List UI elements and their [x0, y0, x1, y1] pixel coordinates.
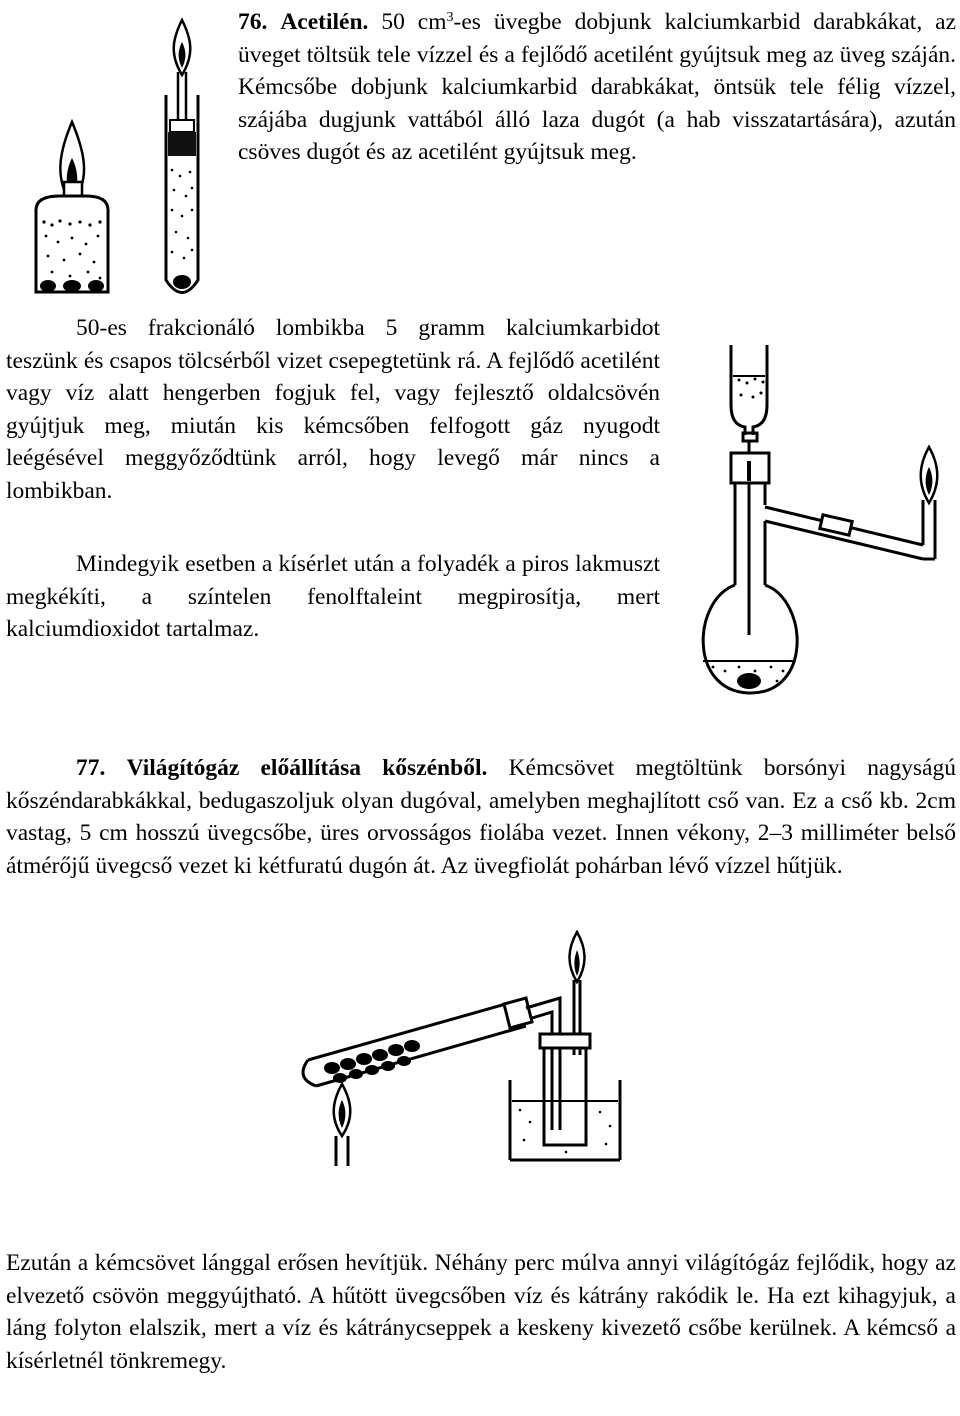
flask-with-funnel-figure	[683, 335, 960, 700]
section-76-paragraph-1: 76. Acetilén. 50 $cm^3-es$ üvegbe dobjunk kalciumkarbid darabkákat, az üveget töltsük tele vízzel és a fejlődő acetilént gyújtsuk meg az üveg száján. Kémcsőbe dobjunk kalciumkarbid darabkákat, öntsük tele félig vízzel, szájába dugjunk vattából álló laza dugót (a hab visszatartására), azután csöves dugót és az acetilént gyújtsuk meg.	[238, 9, 957, 165]
acetylene-jar-and-tube-figure	[0, 10, 225, 300]
section-77-paragraph-2: Ezután a kémcsövet lánggal erősen hevítjük. Néhány perc múlva annyi világítógáz fejlődik, hogy az elvezető csövön meggyújtható. A hűtött üvegcsőben víz és kátrány rakódik le. Ha ezt kihagyjuk, a láng folyton elalszik, mert a víz és kátránycseppek a keskeny kivezető csőbe kerülnek. A kémcső a kísérletnél tönkremegy.	[6, 1250, 956, 1374]
test-tube	[166, 72, 198, 293]
flame-icon	[174, 20, 191, 75]
flame-icon	[569, 932, 584, 982]
section-76-paragraph-2: 50-es frakcionáló lombikba 5 gramm kalciumkarbidot teszünk és csapos tölcsérből vizet csepegtetünk rá. A fejlődő acetilént vagy víz alatt hengerben fogjuk fel, vagy fejlesztő oldalcsövén gyújtjuk meg, miután kis kémcsőben felfogott gáz nyugodt leégésével meggyőződtünk arról, hogy levegő már nincs a lombikban.	[6, 315, 660, 504]
flame-icon	[334, 1084, 351, 1166]
section-number: 76.	[238, 9, 268, 35]
section-number: 77.	[76, 755, 106, 781]
section-77-paragraph-1: 77. Világítógáz előállítása kőszénből. Kémcsövet megtöltünk borsónyi nagyságú kőszéndarabkákkal, bedugaszoljuk olyan dugóval, amelyben meghajlított cső van. Ez a cső kb. 2cm vastag, 5 cm hosszú üvegcsőbe, üres orvosságos fiolába vezet. Innen vékony, 2–3 milliméter belső átmérőjű üvegcső vezet ki kétfuratú dugón át. Az üvegfiolát pohárban lévő vízzel hűtjük.	[6, 755, 956, 879]
coal-gas-apparatus-figure	[290, 930, 670, 1170]
section-76-paragraph-3: Mindegyik esetben a kísérlet után a folyadék a piros lakmuszt megkékíti, a színtelen fenolftaleint megpirosítja, mert kalciumdioxidot tartalmaz.	[6, 551, 660, 642]
jar	[36, 182, 108, 292]
flame-icon	[921, 447, 938, 503]
section-title: Világítógáz előállítása kőszénből.	[126, 755, 488, 781]
section-title: Acetilén.	[280, 9, 369, 35]
